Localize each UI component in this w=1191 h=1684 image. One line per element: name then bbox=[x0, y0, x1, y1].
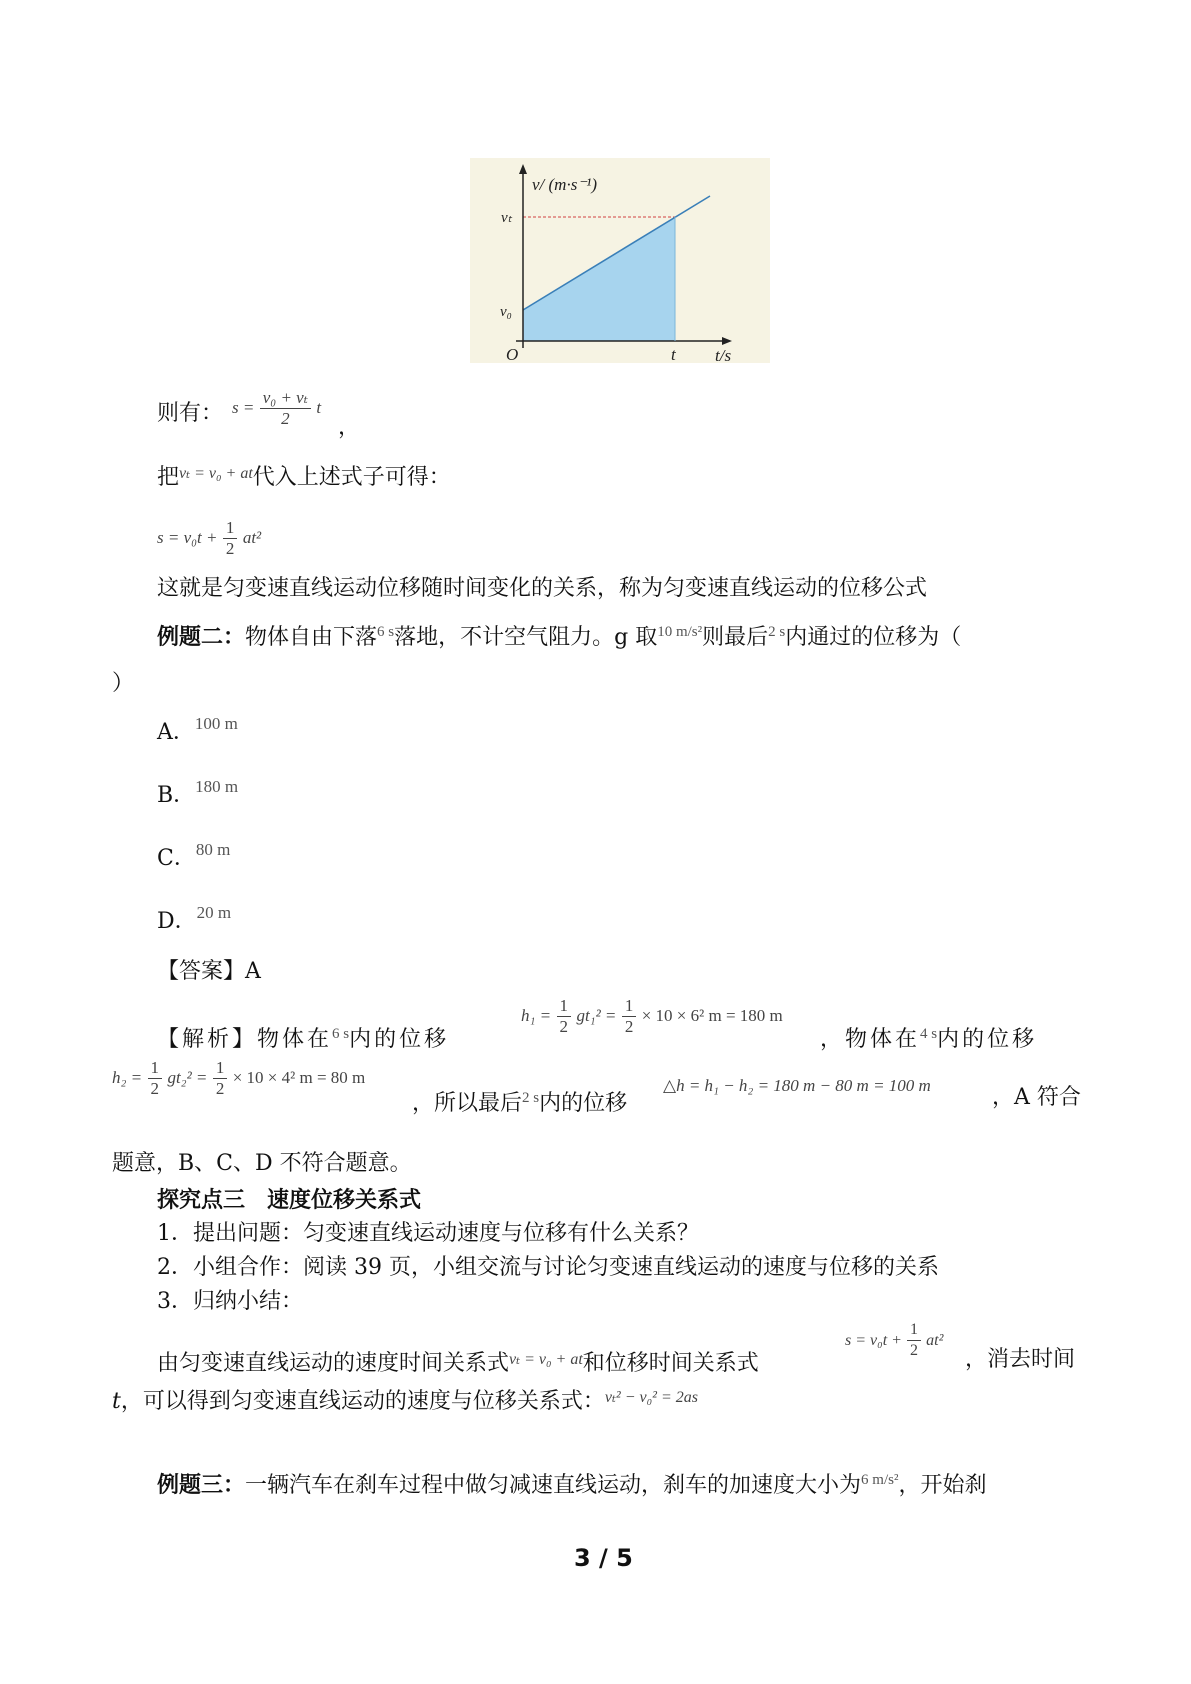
summary-formula-2-lhs: s = v₀t + bbox=[845, 1332, 902, 1349]
analysis-text-6: 内的位移 bbox=[539, 1091, 628, 1116]
option-b bbox=[157, 773, 238, 810]
substitute-prefix: 把 bbox=[157, 465, 180, 490]
fraction-denominator: 2 bbox=[559, 1017, 569, 1036]
formula-s-fraction bbox=[260, 388, 311, 429]
line-then-suffix: ， bbox=[338, 415, 361, 440]
substitute-formula: vₜ = v₀ + at bbox=[179, 465, 253, 482]
v0-label: v₀ bbox=[500, 304, 512, 320]
analysis-line-1 bbox=[157, 1020, 449, 1054]
displacement-formula-sentence: 这就是匀变速直线运动位移随时间变化的关系，称为匀变速直线运动的位移公式 bbox=[157, 576, 928, 601]
fraction-numerator: v₀ + vₜ bbox=[260, 388, 311, 409]
summary-formula-2-tail: at² bbox=[926, 1332, 944, 1349]
option-b-letter: B． bbox=[157, 783, 196, 808]
analysis-line-2-text bbox=[412, 1084, 627, 1118]
formula-delta-h: △h = h₁ − h₂ = 180 m − 80 m = 100 m bbox=[663, 1076, 931, 1095]
analysis-value-3: 2 s bbox=[522, 1090, 540, 1106]
h2-tail: × 10 × 4² m = 80 m bbox=[232, 1068, 366, 1087]
vt-graph-figure bbox=[470, 158, 770, 363]
example3-label: 例题三： bbox=[157, 1472, 246, 1498]
h1-mid: gt₁² = bbox=[576, 1006, 617, 1025]
h2-half-fraction-2 bbox=[213, 1058, 228, 1099]
option-a-value: 100 m bbox=[194, 714, 238, 733]
option-c-value: 80 m bbox=[195, 840, 231, 859]
option-d bbox=[157, 899, 231, 936]
analysis-label: 【解析】 bbox=[157, 1027, 258, 1052]
example2-close-paren: ） bbox=[112, 671, 135, 696]
fraction-denominator: 2 bbox=[624, 1017, 634, 1036]
summary-line-2 bbox=[112, 1384, 698, 1416]
summary-formula-1: vₜ = v₀ + at bbox=[509, 1351, 583, 1368]
origin-label: O bbox=[506, 345, 519, 363]
t-label: t bbox=[671, 345, 676, 363]
h2-lhs: h₂ = bbox=[112, 1068, 143, 1087]
example3-question bbox=[157, 1466, 986, 1500]
option-d-letter: D． bbox=[157, 909, 197, 934]
formula-displacement bbox=[157, 518, 261, 559]
x-axis-label: t/s bbox=[715, 346, 732, 363]
option-a bbox=[157, 710, 238, 747]
fraction-numerator: 1 bbox=[907, 1320, 921, 1341]
option-c-letter: C． bbox=[157, 846, 196, 871]
formula-s-lhs: s = bbox=[232, 398, 255, 417]
summary-text-3: ，消去时间 bbox=[965, 1347, 1076, 1372]
analysis-text-3: ，物体在 bbox=[820, 1027, 921, 1052]
example2-label: 例题二： bbox=[157, 624, 246, 650]
analysis-text-4: 内的位移 bbox=[937, 1027, 1038, 1052]
example3-text-2: ，开始刹 bbox=[898, 1473, 987, 1498]
fraction-numerator: 1 bbox=[622, 996, 637, 1017]
line-then-prefix: 则有： bbox=[157, 401, 224, 426]
option-a-letter: A． bbox=[157, 720, 195, 745]
option-c bbox=[157, 836, 230, 873]
fraction-numerator: 1 bbox=[223, 518, 238, 539]
fraction-numerator: 1 bbox=[148, 1058, 163, 1079]
example2-text-2: 落地，不计空气阻力。g 取 bbox=[394, 625, 658, 650]
displacement-tail: at² bbox=[242, 528, 262, 547]
vt-label: vₜ bbox=[501, 210, 513, 226]
y-axis-label: v/ (m·s⁻¹) bbox=[532, 175, 598, 194]
example3-value-1: 6 m/s² bbox=[861, 1472, 899, 1488]
fraction-numerator: 1 bbox=[557, 996, 572, 1017]
section3-item-1: 1．提出问题：匀变速直线运动速度与位移有什么关系？ bbox=[157, 1221, 699, 1246]
line-substitute bbox=[157, 460, 451, 492]
example2-value-3: 2 s bbox=[768, 624, 786, 640]
fraction-numerator: 1 bbox=[213, 1058, 228, 1079]
fraction-denominator: 2 bbox=[910, 1342, 919, 1359]
line-then bbox=[157, 400, 223, 428]
formula-h1 bbox=[521, 996, 783, 1037]
option-d-value: 20 m bbox=[196, 903, 232, 922]
h1-lhs: h₁ = bbox=[521, 1006, 552, 1025]
summary-formula-2-fraction bbox=[907, 1320, 921, 1361]
analysis-value-1: 6 s bbox=[332, 1026, 350, 1042]
summary-formula-2 bbox=[845, 1320, 943, 1361]
displacement-lhs: s = v₀t + bbox=[157, 528, 218, 547]
h1-half-fraction bbox=[557, 996, 572, 1037]
summary-text-4: ，可以得到匀变速直线运动的速度与位移关系式： bbox=[120, 1389, 605, 1414]
summary-var-t: t bbox=[112, 1389, 121, 1414]
example2-answer: 【答案】A bbox=[157, 959, 261, 984]
h2-mid: gt₂² = bbox=[167, 1068, 208, 1087]
example2-text-4: 内通过的位移为（ bbox=[785, 625, 962, 650]
example2-value-1: 6 s bbox=[377, 624, 395, 640]
summary-line-1 bbox=[157, 1346, 759, 1378]
example2-value-2: 10 m/s² bbox=[657, 624, 703, 640]
displacement-fraction bbox=[223, 518, 238, 559]
h1-tail: × 10 × 6² m = 180 m bbox=[641, 1006, 783, 1025]
analysis-text-1: 物体在 bbox=[257, 1027, 333, 1052]
example2-text-1: 物体自由下落 bbox=[245, 625, 378, 650]
fraction-denominator: 2 bbox=[225, 539, 235, 558]
analysis-text-5: ，所以最后 bbox=[412, 1091, 523, 1116]
fraction-denominator: 2 bbox=[150, 1079, 160, 1098]
fraction-denominator: 2 bbox=[215, 1079, 225, 1098]
formula-s-tail: t bbox=[316, 398, 322, 417]
analysis-line-1-end bbox=[820, 1020, 1037, 1054]
section3-heading: 探究点三 速度位移关系式 bbox=[157, 1187, 422, 1213]
example2-question bbox=[157, 618, 961, 652]
summary-formula-3: vₜ² − v₀² = 2as bbox=[604, 1389, 698, 1406]
section3-item-2: 2．小组合作：阅读 39 页，小组交流与讨论匀变速直线运动的速度与位移的关系 bbox=[157, 1255, 939, 1280]
formula-s-average bbox=[232, 388, 321, 429]
substitute-suffix: 代入上述式子可得： bbox=[252, 465, 451, 490]
summary-text-2: 和位移时间关系式 bbox=[582, 1351, 759, 1376]
analysis-text-2: 内的位移 bbox=[349, 1027, 450, 1052]
h1-half-fraction-2 bbox=[622, 996, 637, 1037]
analysis-text-8: 题意，B、C、D 不符合题意。 bbox=[112, 1151, 412, 1176]
example2-text-3: 则最后 bbox=[702, 625, 769, 650]
section3-item-3: 3．归纳小结： bbox=[157, 1289, 303, 1314]
fraction-denominator: 2 bbox=[281, 409, 290, 428]
summary-text-1: 由匀变速直线运动的速度时间关系式 bbox=[157, 1351, 510, 1376]
analysis-text-7: ，A 符合 bbox=[992, 1085, 1081, 1110]
analysis-value-2: 4 s bbox=[920, 1026, 938, 1042]
page-number: 3 / 5 bbox=[574, 1544, 633, 1572]
formula-h2 bbox=[112, 1058, 365, 1099]
example3-text-1: 一辆汽车在刹车过程中做匀减速直线运动，刹车的加速度大小为 bbox=[245, 1473, 862, 1498]
option-b-value: 180 m bbox=[195, 777, 239, 796]
h2-half-fraction bbox=[148, 1058, 163, 1099]
